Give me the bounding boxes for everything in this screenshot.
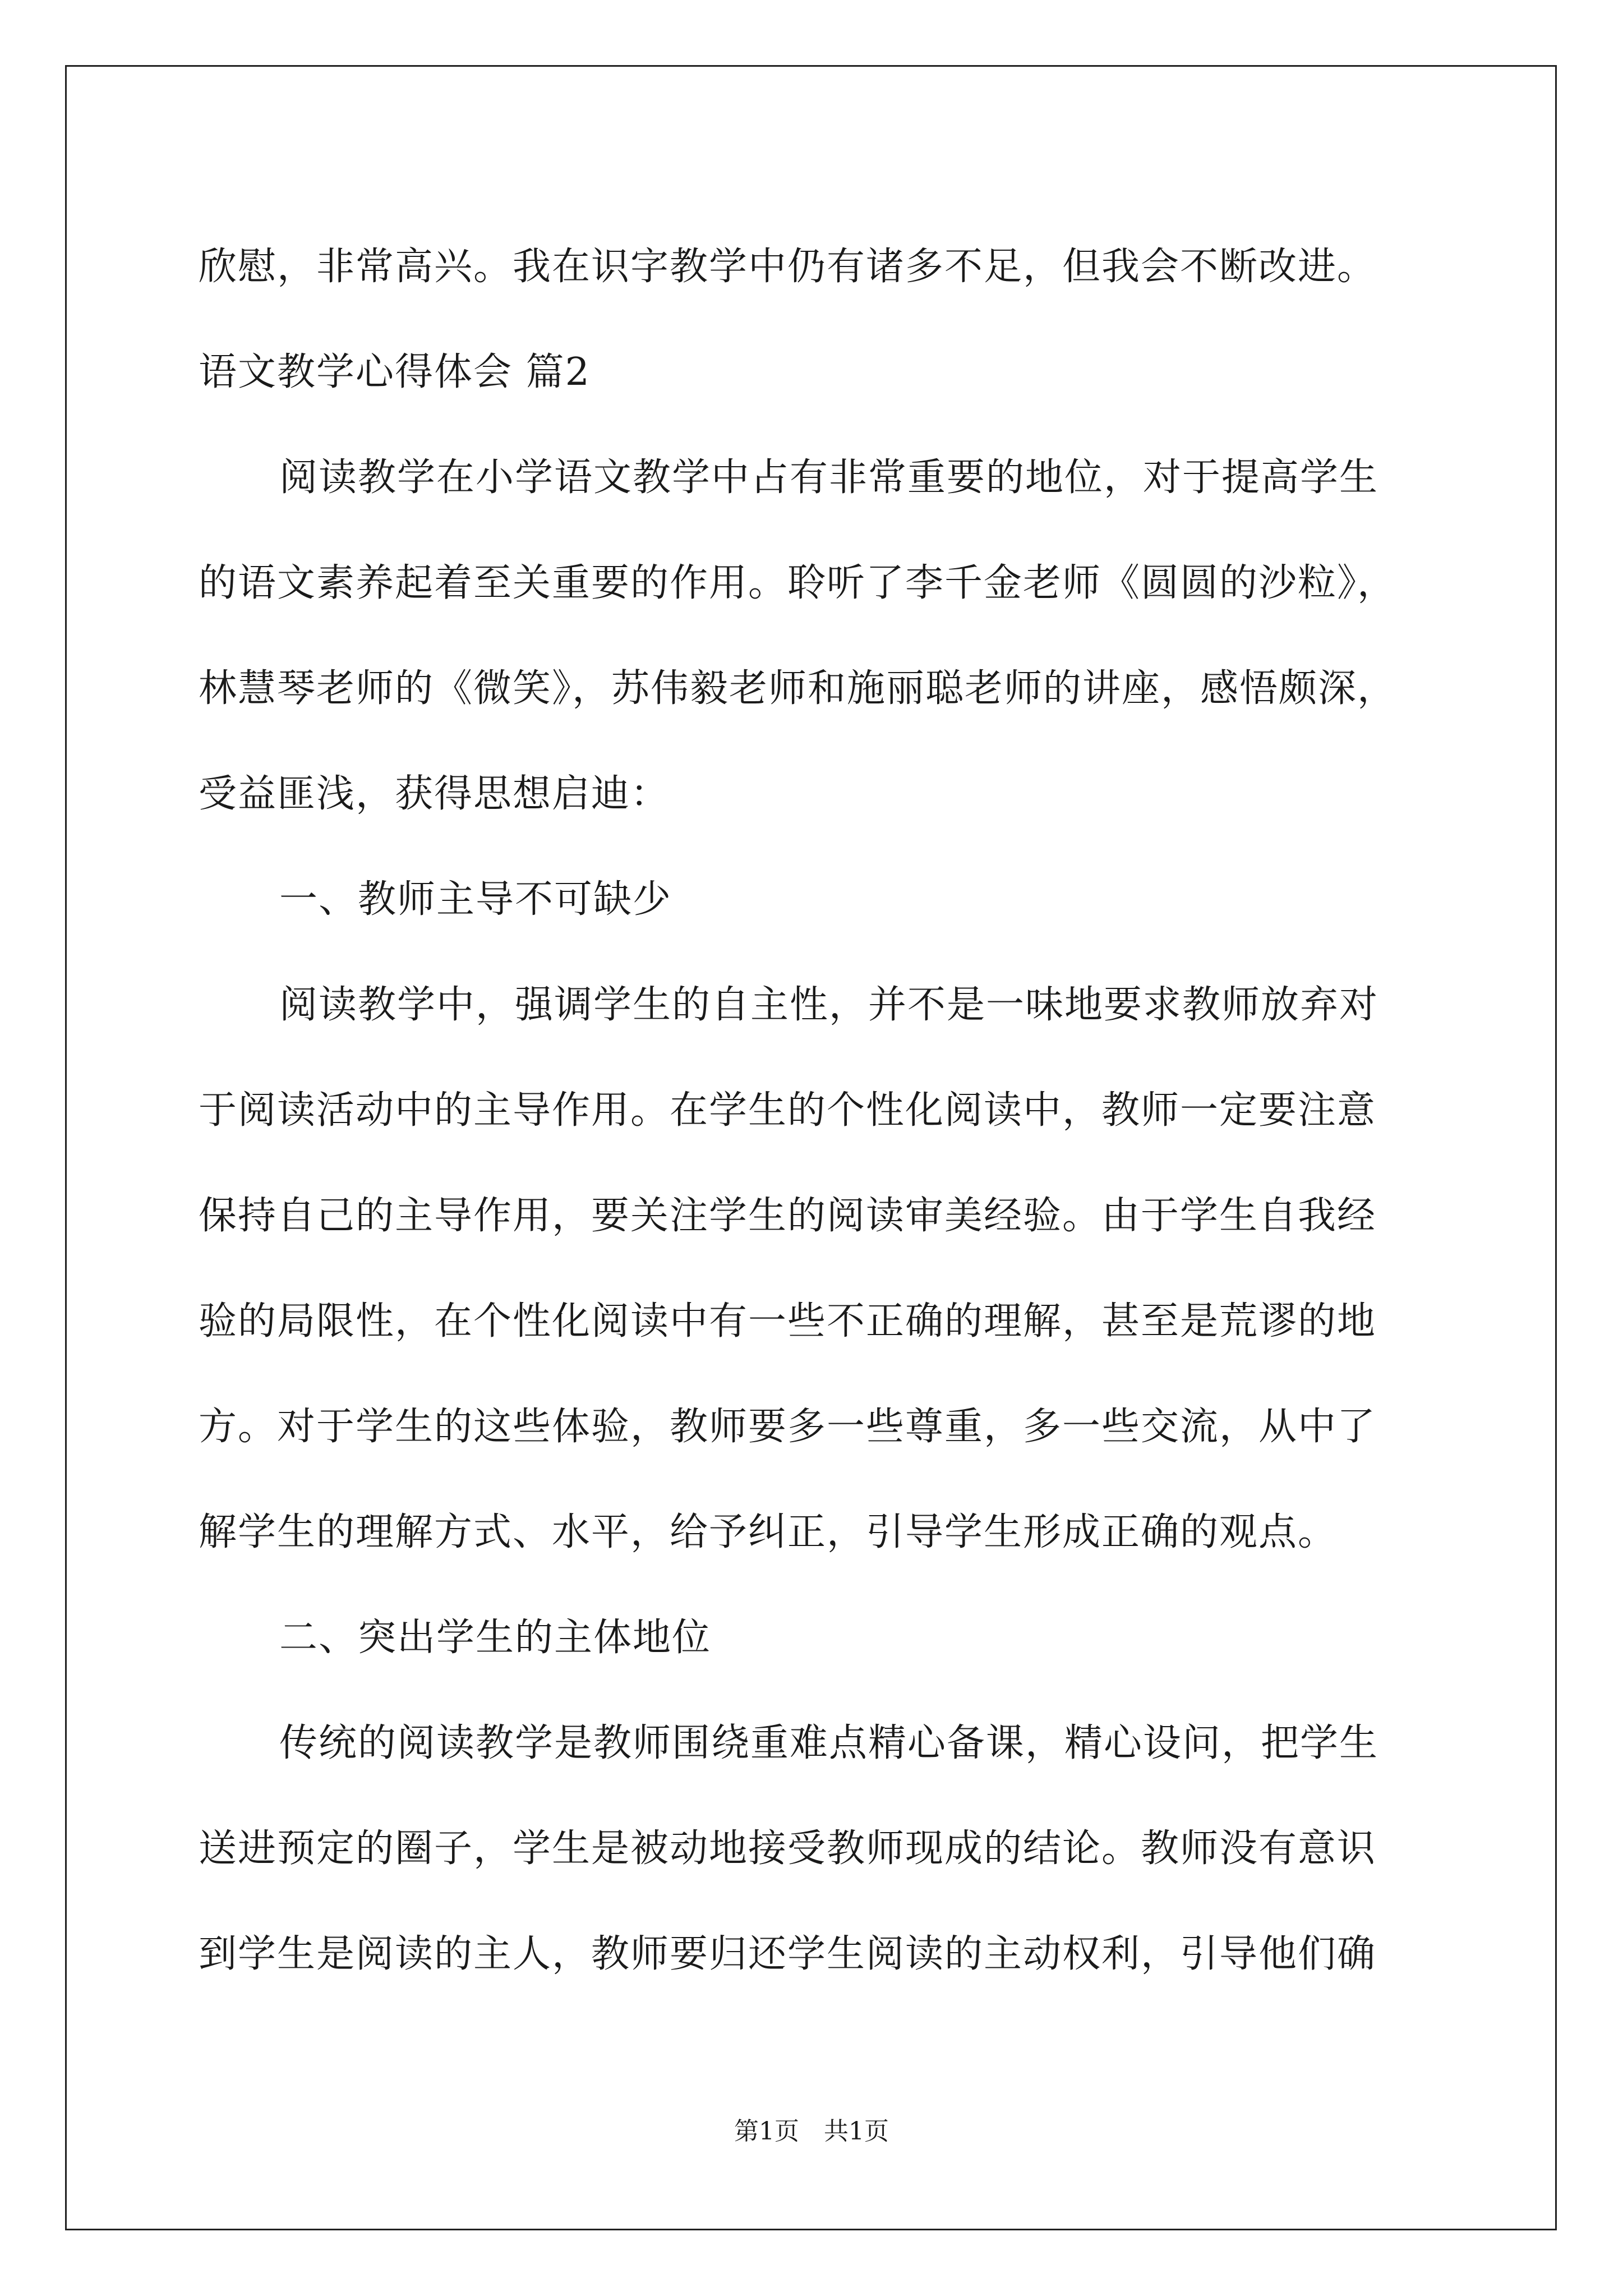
text-line: 阅读教学在小学语文教学中占有非常重要的地位，对于提高学生 (279, 455, 1379, 500)
text-line: 保持自己的主导作用，要关注学生的阅读审美经验。由于学生自我经 (199, 1194, 1377, 1238)
text-line: 林慧琴老师的《微笑》，苏伟毅老师和施丽聪老师的讲座，感悟颇深， (199, 666, 1397, 711)
text-line: 受益匪浅，获得思想启迪： (199, 772, 670, 816)
text-line: 方。对于学生的这些体验，教师要多一些尊重，多一些交流，从中了 (199, 1405, 1377, 1449)
text-line: 解学生的理解方式、水平，给予纠正，引导学生形成正确的观点。 (199, 1510, 1338, 1554)
page-number: 第1页 共1页 (734, 2117, 889, 2146)
text-line: 一、教师主导不可缺少 (279, 877, 672, 922)
text-line: 到学生是阅读的主人，教师要归还学生阅读的主动权利，引导他们确 (199, 1932, 1377, 1976)
text-line: 语文教学心得体会 篇2 (199, 350, 591, 394)
text-line: 传统的阅读教学是教师围绕重难点精心备课，精心设问，把学生 (279, 1721, 1379, 1765)
text-line: 送进预定的圈子，学生是被动地接受教师现成的结论。教师没有意识 (199, 1826, 1377, 1871)
document-body (199, 214, 1460, 2007)
text-line: 二、突出学生的主体地位 (279, 1616, 712, 1660)
text-line: 阅读教学中，强调学生的自主性，并不是一味地要求教师放弃对 (279, 983, 1379, 1027)
text-line: 于阅读活动中的主导作用。在学生的个性化阅读中，教师一定要注意 (199, 1088, 1377, 1133)
text-line: 欣慰，非常高兴。我在识字教学中仍有诸多不足，但我会不断改进。 (199, 245, 1377, 289)
text-line: 的语文素养起着至关重要的作用。聆听了李千金老师《圆圆的沙粒》， (199, 561, 1397, 605)
text-line: 验的局限性，在个性化阅读中有一些不正确的理解，甚至是荒谬的地 (199, 1299, 1377, 1343)
